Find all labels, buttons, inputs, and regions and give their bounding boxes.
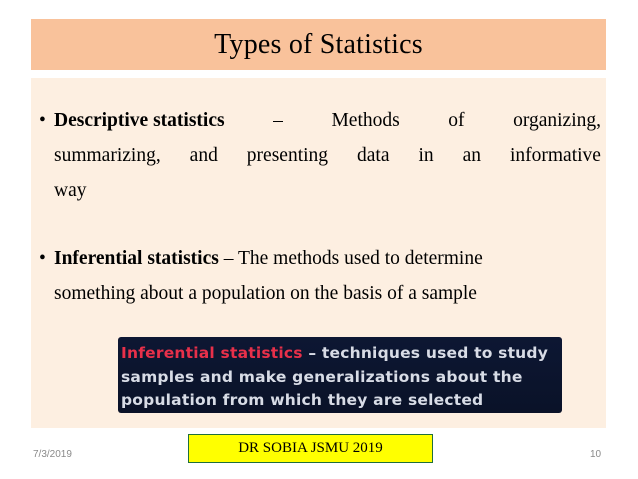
- inferential-statistics-definition-image: [118, 337, 562, 413]
- bullet-line: [39, 138, 601, 173]
- bullet-word: presenting: [246, 145, 329, 166]
- bullet-text: – The methods used to determine: [218, 248, 483, 269]
- bullet-line: something about a population on the basis of a sample: [54, 283, 477, 304]
- term-descriptive: Descriptive statistics: [54, 110, 225, 131]
- bullet-word: summarizing,: [54, 145, 161, 166]
- bullet-word: Methods: [331, 110, 400, 131]
- slide-number: 10: [590, 449, 602, 460]
- bullet-word: data: [357, 145, 390, 166]
- bullet-word: organizing,: [513, 110, 601, 131]
- bullet-line: way: [54, 180, 87, 201]
- term-inferential: Inferential statistics: [54, 248, 219, 269]
- slide-title: Types of Statistics: [214, 28, 423, 60]
- bullet-word: in: [418, 145, 434, 166]
- inset-line: samples and make generalizations about the: [121, 368, 523, 386]
- inset-highlight: Inferential statistics: [121, 344, 303, 362]
- footer-date: 7/3/2019: [33, 449, 72, 460]
- slide-title-bar: [31, 19, 606, 70]
- bullet-icon: •: [39, 248, 46, 269]
- bullet-word: and: [189, 145, 218, 166]
- bullet-word: informative: [509, 145, 601, 166]
- bullet-descriptive-statistics: [39, 103, 601, 208]
- bullet-line: [39, 103, 601, 138]
- bullet-inferential-statistics: [39, 241, 601, 311]
- bullet-line: [39, 241, 601, 276]
- bullet-word: an: [462, 145, 481, 166]
- bullet-word: of: [448, 110, 465, 131]
- footer-author-box: [188, 434, 433, 463]
- bullet-icon: •: [39, 110, 46, 131]
- inset-text: – techniques used to study: [302, 344, 549, 362]
- inset-line: [121, 344, 548, 362]
- footer-author: DR SOBIA JSMU 2019: [238, 440, 383, 456]
- slide-content: [31, 78, 606, 428]
- bullet-word: –: [273, 110, 283, 131]
- inset-line: population from which they are selected: [121, 391, 484, 409]
